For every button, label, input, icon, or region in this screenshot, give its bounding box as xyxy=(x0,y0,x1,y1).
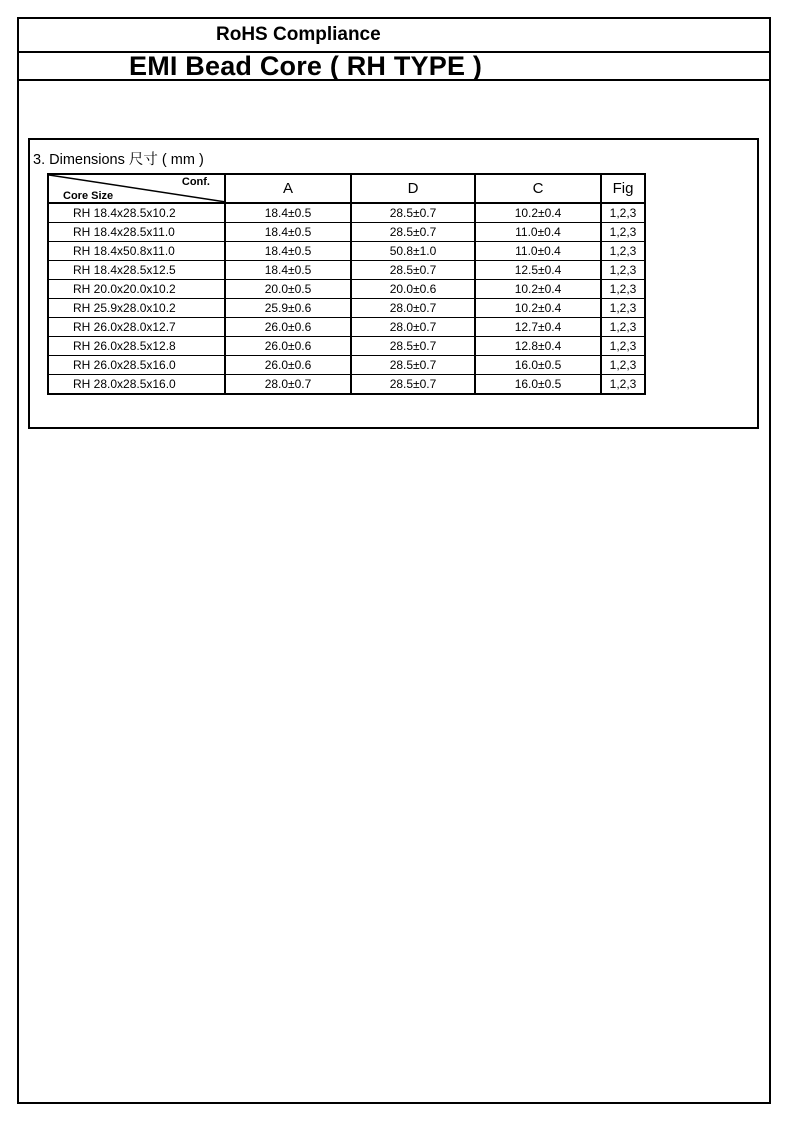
dimensions-section xyxy=(28,138,759,429)
table-row xyxy=(48,203,645,223)
dimension-d-cell: 28.5±0.7 xyxy=(351,203,475,223)
dimension-d-cell: 28.5±0.7 xyxy=(351,337,475,356)
figure-ref-cell: 1,2,3 xyxy=(601,375,645,395)
figure-ref-cell: 1,2,3 xyxy=(601,318,645,337)
table-body xyxy=(48,203,645,394)
column-header-fig: Fig xyxy=(601,174,645,203)
dimension-d-cell: 20.0±0.6 xyxy=(351,280,475,299)
dimension-c-cell: 11.0±0.4 xyxy=(475,242,601,261)
core-size-cell: RH 18.4x28.5x10.2 xyxy=(48,203,225,223)
dimension-c-cell: 12.5±0.4 xyxy=(475,261,601,280)
dimension-a-cell: 18.4±0.5 xyxy=(225,261,351,280)
dimension-c-cell: 16.0±0.5 xyxy=(475,356,601,375)
dimension-d-cell: 28.5±0.7 xyxy=(351,261,475,280)
figure-ref-cell: 1,2,3 xyxy=(601,261,645,280)
title-row xyxy=(19,53,769,81)
core-size-cell: RH 18.4x50.8x11.0 xyxy=(48,242,225,261)
figure-ref-cell: 1,2,3 xyxy=(601,280,645,299)
dimension-d-cell: 50.8±1.0 xyxy=(351,242,475,261)
dimension-a-cell: 28.0±0.7 xyxy=(225,375,351,395)
figure-ref-cell: 1,2,3 xyxy=(601,337,645,356)
corner-label-core-size: Core Size xyxy=(63,190,114,202)
table-row xyxy=(48,356,645,375)
figure-ref-cell: 1,2,3 xyxy=(601,299,645,318)
dimension-d-cell: 28.0±0.7 xyxy=(351,299,475,318)
document-frame xyxy=(17,17,771,1104)
rohs-title: RoHS Compliance xyxy=(216,24,381,45)
dimension-a-cell: 26.0±0.6 xyxy=(225,318,351,337)
table-row xyxy=(48,337,645,356)
dimension-c-cell: 11.0±0.4 xyxy=(475,223,601,242)
dimension-a-cell: 26.0±0.6 xyxy=(225,356,351,375)
dimension-c-cell: 10.2±0.4 xyxy=(475,280,601,299)
table-header-row xyxy=(48,174,645,203)
table-row xyxy=(48,299,645,318)
core-size-cell: RH 20.0x20.0x10.2 xyxy=(48,280,225,299)
dimension-c-cell: 12.7±0.4 xyxy=(475,318,601,337)
rohs-header-row xyxy=(19,19,769,53)
dimension-c-cell: 10.2±0.4 xyxy=(475,299,601,318)
core-size-cell: RH 18.4x28.5x12.5 xyxy=(48,261,225,280)
table-row xyxy=(48,375,645,395)
dimensions-table xyxy=(47,173,646,395)
table-row xyxy=(48,280,645,299)
dimension-c-cell: 10.2±0.4 xyxy=(475,203,601,223)
core-size-cell: RH 25.9x28.0x10.2 xyxy=(48,299,225,318)
corner-label-conf: Conf. xyxy=(181,176,210,188)
column-header-a: A xyxy=(225,174,351,203)
table-row xyxy=(48,223,645,242)
column-header-d: D xyxy=(351,174,475,203)
figure-ref-cell: 1,2,3 xyxy=(601,203,645,223)
column-header-c: C xyxy=(475,174,601,203)
dimension-a-cell: 26.0±0.6 xyxy=(225,337,351,356)
dimension-a-cell: 18.4±0.5 xyxy=(225,242,351,261)
table-row xyxy=(48,318,645,337)
figure-ref-cell: 1,2,3 xyxy=(601,242,645,261)
dimension-a-cell: 20.0±0.5 xyxy=(225,280,351,299)
corner-header-cell xyxy=(48,174,225,203)
dimension-c-cell: 12.8±0.4 xyxy=(475,337,601,356)
dimension-d-cell: 28.5±0.7 xyxy=(351,223,475,242)
dimension-c-cell: 16.0±0.5 xyxy=(475,375,601,395)
figure-ref-cell: 1,2,3 xyxy=(601,223,645,242)
dimension-d-cell: 28.5±0.7 xyxy=(351,375,475,395)
dimension-a-cell: 18.4±0.5 xyxy=(225,223,351,242)
table-row xyxy=(48,242,645,261)
core-size-cell: RH 26.0x28.5x12.8 xyxy=(48,337,225,356)
core-size-cell: RH 28.0x28.5x16.0 xyxy=(48,375,225,395)
dimension-a-cell: 18.4±0.5 xyxy=(225,203,351,223)
document-title: EMI Bead Core ( RH TYPE ) xyxy=(129,51,483,81)
section-heading: 3. Dimensions 尺寸 ( mm ) xyxy=(33,152,204,168)
core-size-cell: RH 18.4x28.5x11.0 xyxy=(48,223,225,242)
dimension-a-cell: 25.9±0.6 xyxy=(225,299,351,318)
core-size-cell: RH 26.0x28.5x16.0 xyxy=(48,356,225,375)
core-size-cell: RH 26.0x28.0x12.7 xyxy=(48,318,225,337)
figure-ref-cell: 1,2,3 xyxy=(601,356,645,375)
dimension-d-cell: 28.0±0.7 xyxy=(351,318,475,337)
dimension-d-cell: 28.5±0.7 xyxy=(351,356,475,375)
table-row xyxy=(48,261,645,280)
